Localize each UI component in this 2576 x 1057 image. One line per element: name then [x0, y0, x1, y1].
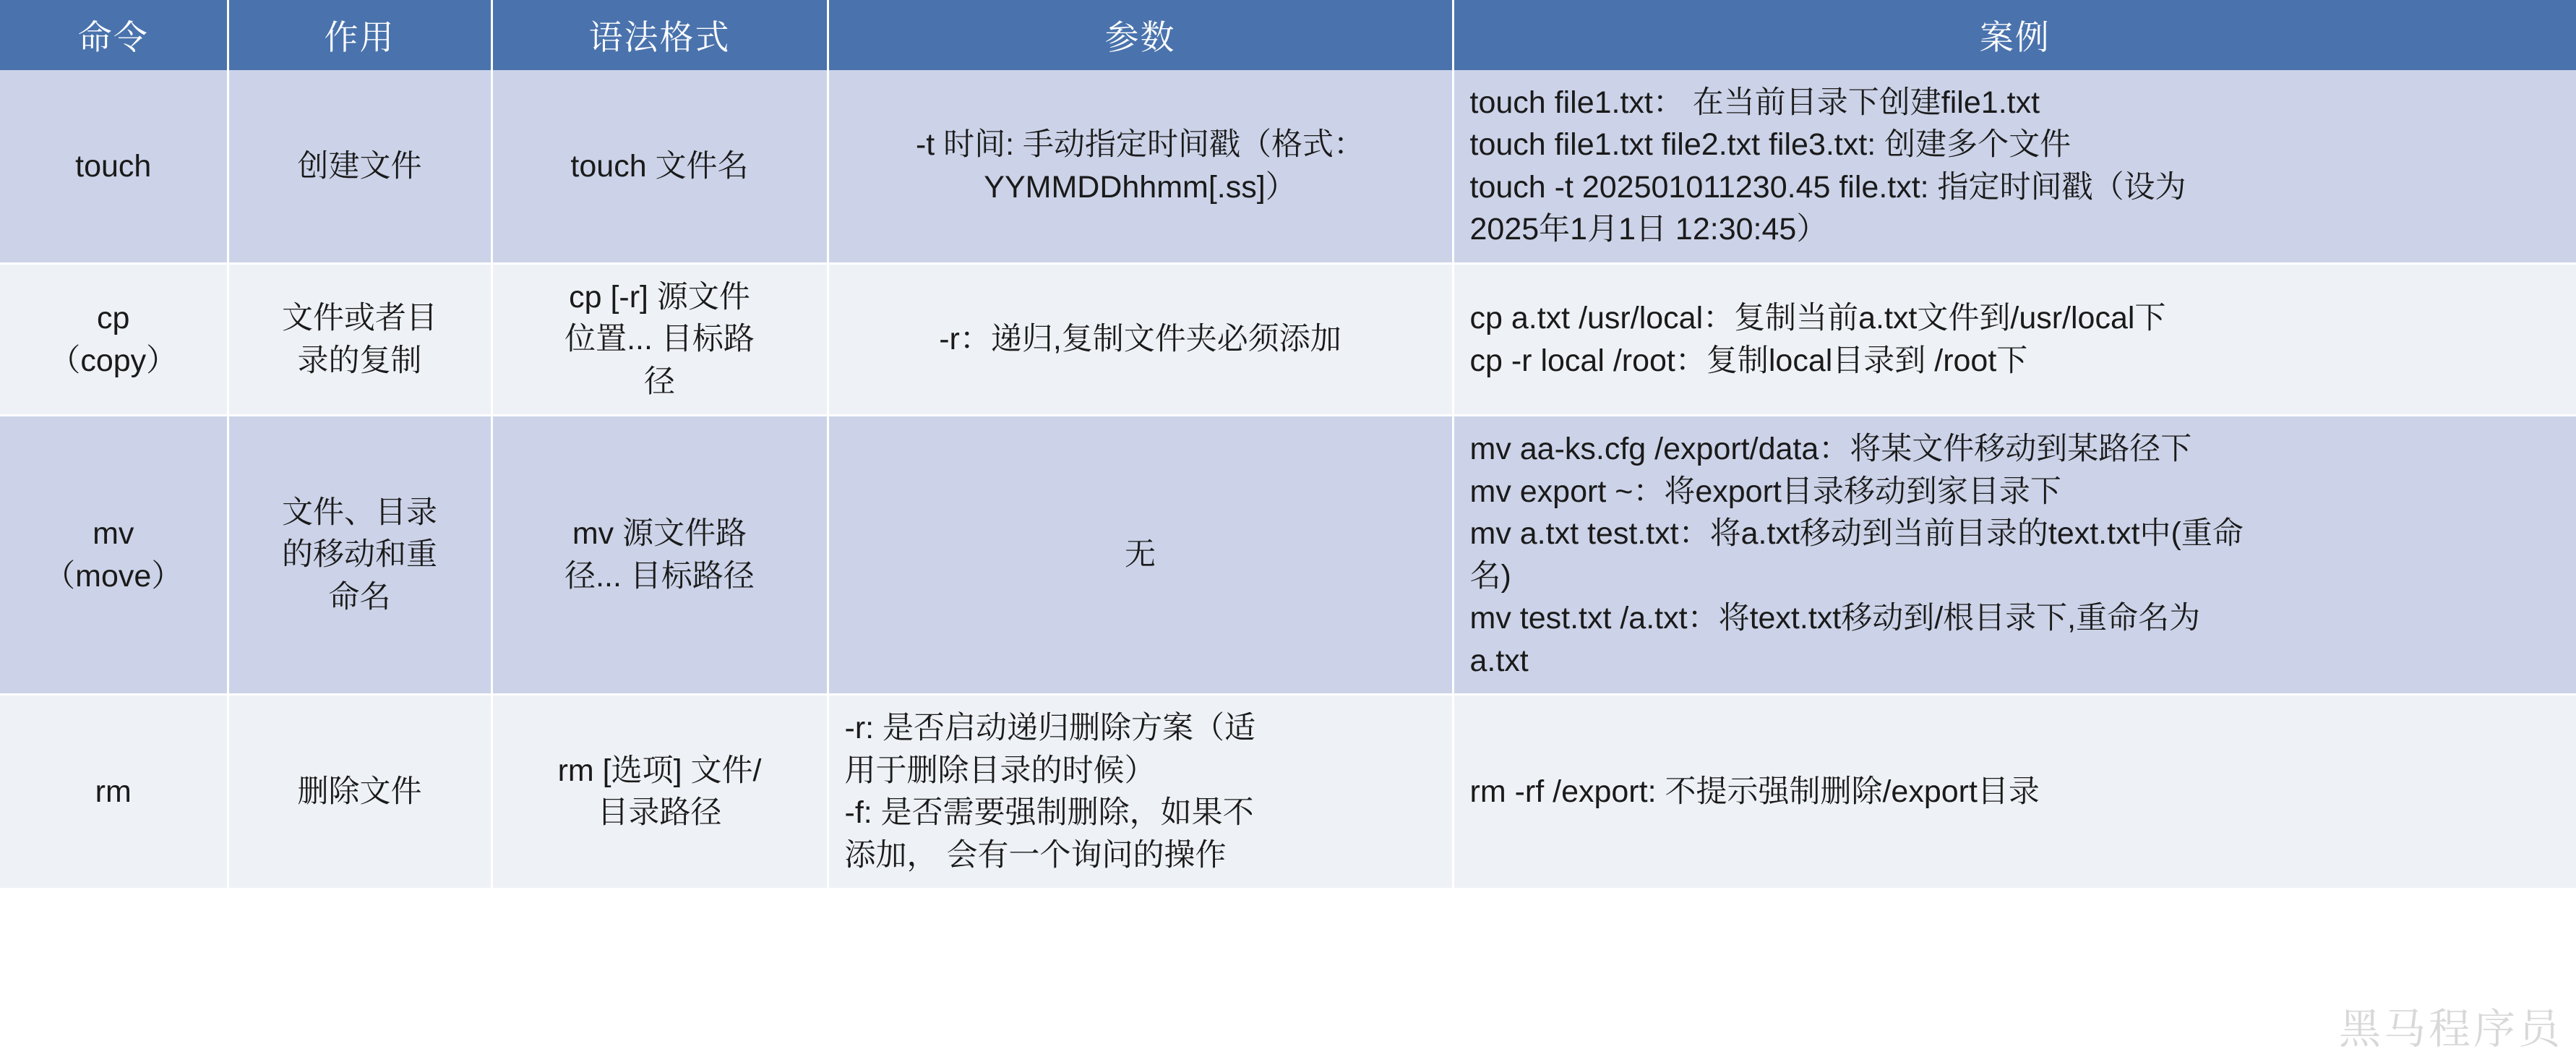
cell-examples [1453, 695, 2576, 889]
parameter-line: -t 时间: 手动指定时间戳（格式： [915, 127, 1365, 163]
table-body [0, 70, 2576, 889]
cell-parameters [828, 695, 1453, 889]
cell-use [228, 263, 491, 415]
syntax-line: cp [-r] 源文件 [569, 279, 750, 314]
cell-syntax [491, 263, 828, 415]
table-row [0, 263, 2576, 415]
column-header-examples: 案例 [1453, 0, 2576, 70]
cell-parameters [828, 263, 1453, 415]
syntax-line: 位置... 目标路 [564, 322, 755, 357]
cell-command [0, 416, 228, 695]
cell-parameters [828, 70, 1453, 263]
use-line: 文件或者目 [282, 301, 437, 336]
example-line: rm -rf /export: 不提示强制删除/export目录 [1469, 774, 2040, 809]
example-line: touch file1.txt： 在当前目录下创建file1.txt [1469, 85, 2040, 120]
parameter-line: -r: 是否启动递归删除方案（适 [844, 711, 1256, 746]
parameter-line: -r：递归,复制文件夹必须添加 [939, 322, 1341, 357]
command-line: cp [97, 301, 130, 336]
parameter-line: 添加， 会有一个询问的操作 [844, 837, 1227, 873]
use-line: 命名 [328, 579, 391, 615]
parameter-line: 用于删除目录的时候） [844, 753, 1156, 788]
command-line: （copy） [49, 343, 178, 378]
cell-use: 删除文件 [228, 695, 491, 889]
table-header-row [0, 0, 2576, 70]
syntax-line: 径 [644, 364, 675, 399]
use-line: 文件、目录 [282, 495, 437, 530]
table-row [0, 695, 2576, 889]
syntax-line: mv 源文件路 [572, 516, 747, 552]
example-line: mv export ~：将export目录移动到家目录下 [1469, 474, 2061, 509]
example-line: 名) [1469, 558, 1511, 594]
cell-command [0, 263, 228, 415]
cell-examples [1453, 70, 2576, 263]
cell-syntax: touch 文件名 [491, 70, 828, 263]
example-line: a.txt [1469, 643, 1529, 678]
table-row [0, 416, 2576, 695]
syntax-line: rm [选项] 文件/ [557, 753, 762, 788]
example-line: cp a.txt /usr/local：复制当前a.txt文件到/usr/local下 [1469, 301, 2166, 336]
cell-examples [1453, 416, 2576, 695]
example-line: 2025年1月1日 12:30:45） [1469, 212, 1828, 247]
use-line: 录的复制 [297, 343, 422, 378]
cell-command: rm [0, 695, 228, 889]
cell-examples [1453, 263, 2576, 415]
example-line: touch -t 202501011230.45 file.txt: 指定时间戳（设为 [1469, 169, 2186, 205]
example-line: mv aa-ks.cfg /export/data：将某文件移动到某路径下 [1469, 432, 2192, 467]
table-header [0, 0, 2576, 70]
table-row [0, 70, 2576, 263]
parameter-line: 无 [1125, 537, 1156, 573]
syntax-line: 目录路径 [597, 795, 722, 831]
cell-use: 创建文件 [228, 70, 491, 263]
column-header-syntax: 语法格式 [491, 0, 828, 70]
example-line: cp -r local /root：复制local目录到 /root下 [1469, 343, 2028, 378]
command-line: （move） [44, 558, 183, 594]
cell-parameters [828, 416, 1453, 695]
example-line: mv a.txt test.txt：将a.txt移动到当前目录的text.txt中(重命 [1469, 516, 2244, 552]
use-line: 的移动和重 [282, 537, 437, 573]
watermark: 黑马程序员 [2338, 1006, 2563, 1053]
example-line: mv test.txt /a.txt：将text.txt移动到/根目录下,重命名为 [1469, 601, 2201, 636]
parameter-line: YYMMDDhhmm[.ss]） [984, 169, 1297, 205]
cell-use [228, 416, 491, 695]
cell-command: touch [0, 70, 228, 263]
column-header-parameters: 参数 [828, 0, 1453, 70]
column-header-command: 命令 [0, 0, 228, 70]
command-line: mv [93, 516, 134, 552]
cell-syntax [491, 695, 828, 889]
column-header-use: 作用 [228, 0, 491, 70]
cell-syntax [491, 416, 828, 695]
example-line: touch file1.txt file2.txt file3.txt: 创建多个文件 [1469, 127, 2071, 163]
parameter-line: -f: 是否需要强制删除，如果不 [844, 795, 1254, 831]
syntax-line: 径... 目标路径 [564, 558, 755, 594]
